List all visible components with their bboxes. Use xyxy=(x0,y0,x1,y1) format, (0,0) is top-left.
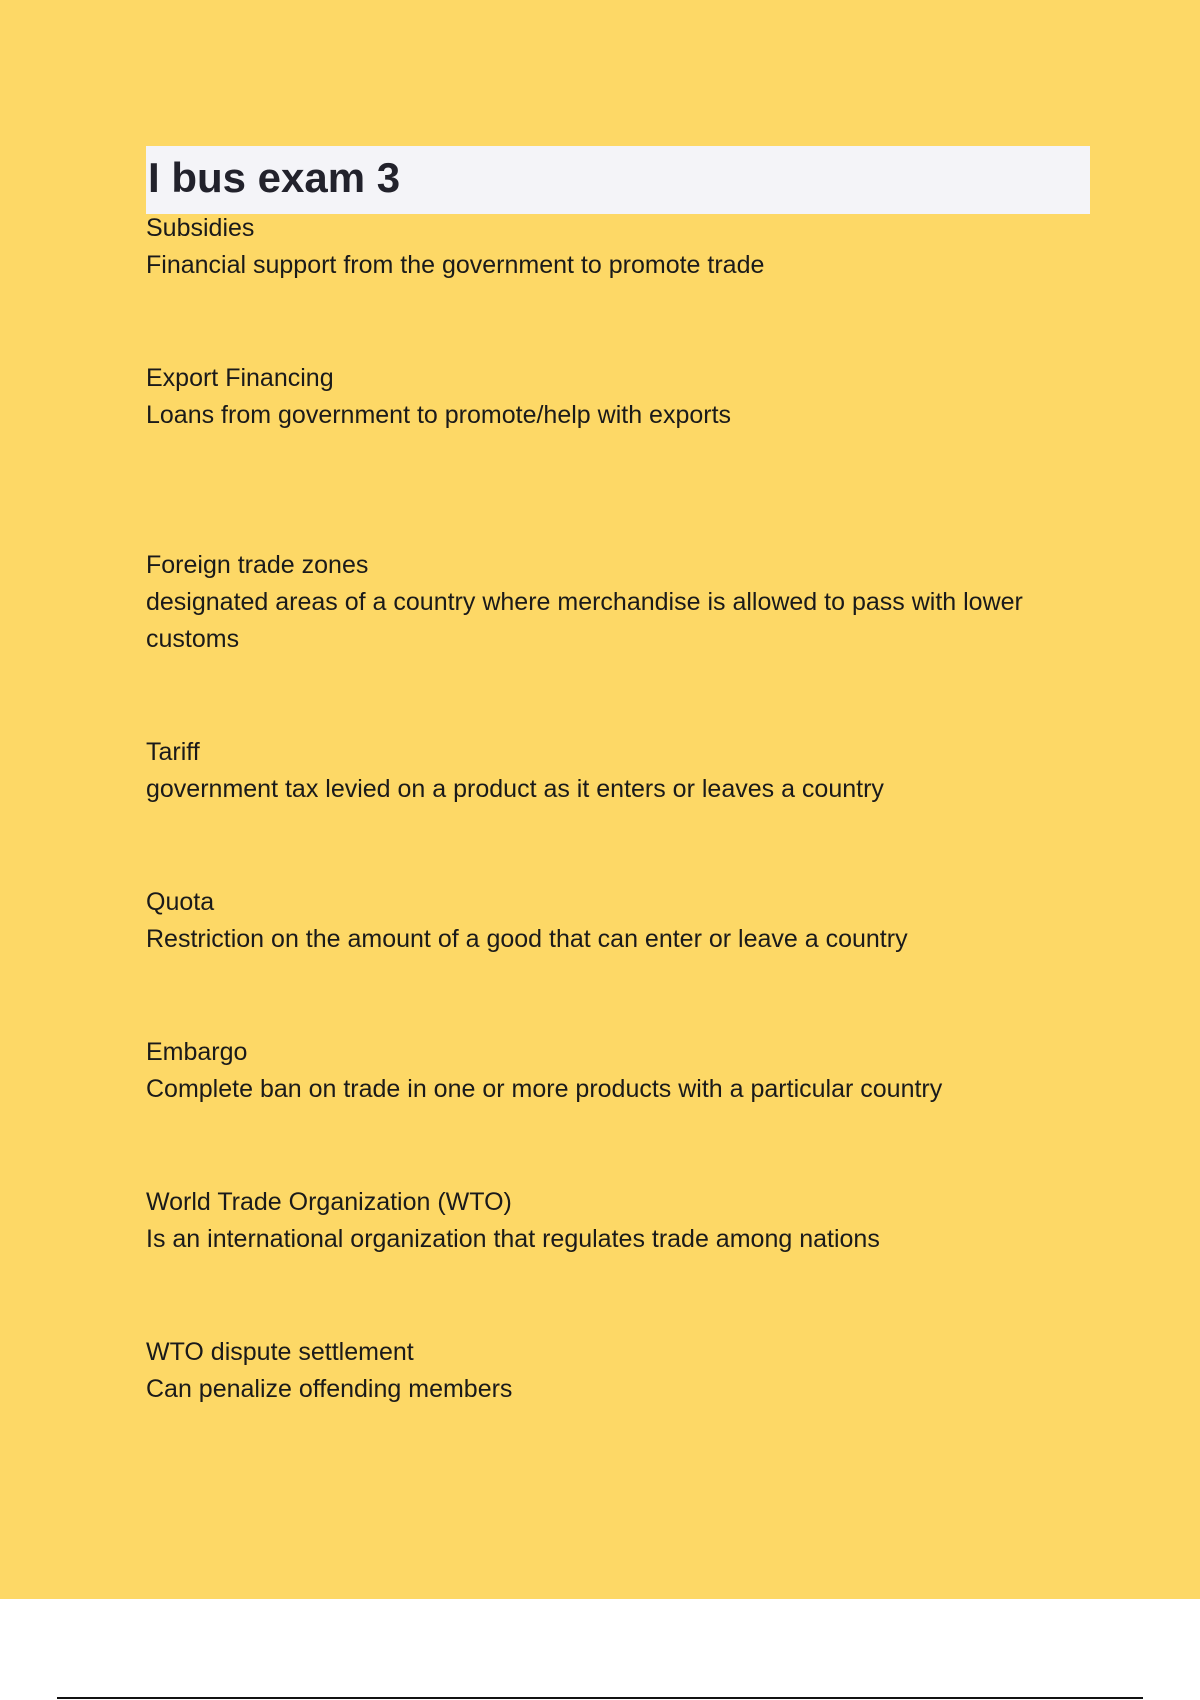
card-definition: designated areas of a country where merchandise is allowed to pass with lower customs xyxy=(146,588,1023,653)
card-term: Embargo xyxy=(146,1038,248,1066)
card-definition: Financial support from the government to promote trade xyxy=(146,251,765,279)
card-term: WTO dispute settlement xyxy=(146,1338,414,1366)
title-bar xyxy=(146,146,1090,214)
card-definition: Is an international organization that regulates trade among nations xyxy=(146,1225,880,1253)
card-definition: Can penalize offending members xyxy=(146,1375,513,1403)
card-term: World Trade Organization (WTO) xyxy=(146,1188,512,1216)
flashcard xyxy=(146,210,1076,284)
flashcard xyxy=(146,1034,1076,1108)
footer-divider xyxy=(57,1697,1143,1699)
document-title: I bus exam 3 xyxy=(148,154,401,201)
card-definition: Loans from government to promote/help with exports xyxy=(146,401,732,429)
card-term: Export Financing xyxy=(146,364,334,392)
flashcard xyxy=(146,1334,1076,1408)
flashcard xyxy=(146,547,1076,658)
card-definition: Restriction on the amount of a good that can enter or leave a country xyxy=(146,925,908,953)
card-term: Subsidies xyxy=(146,214,255,242)
card-definition: Complete ban on trade in one or more products with a particular country xyxy=(146,1075,943,1103)
flashcard xyxy=(146,360,1076,434)
card-term: Quota xyxy=(146,888,215,916)
card-term: Foreign trade zones xyxy=(146,551,369,579)
card-term: Tariff xyxy=(146,738,200,766)
flashcard xyxy=(146,1184,1076,1258)
flashcard xyxy=(146,884,1076,958)
card-definition: government tax levied on a product as it enters or leaves a country xyxy=(146,775,884,803)
flashcard xyxy=(146,734,1076,808)
